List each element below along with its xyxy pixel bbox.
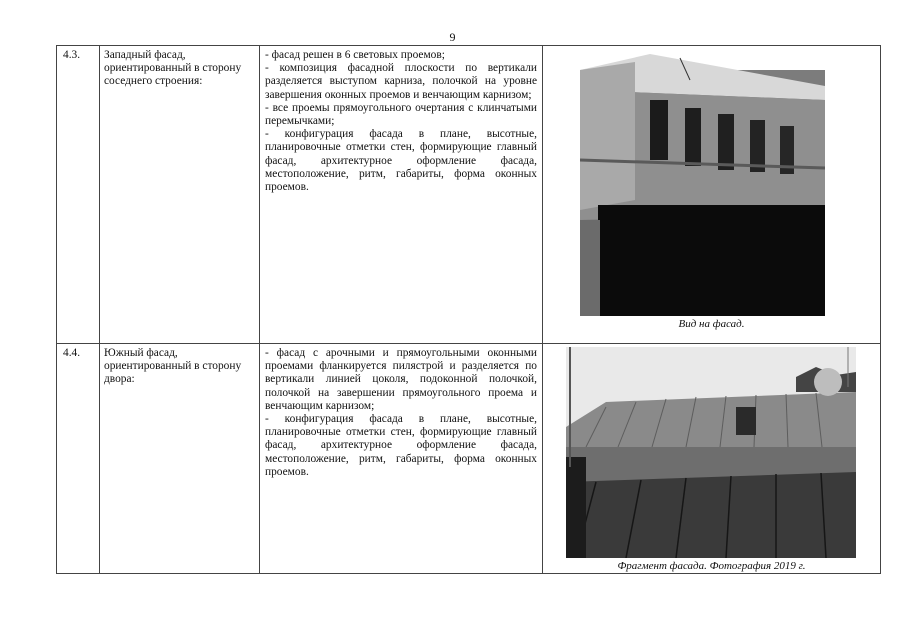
description-item: - фасад решен в 6 световых проемов; — [265, 49, 445, 61]
table-row — [57, 46, 881, 344]
description-item: - конфигурация фасада в плане, высотные, планировочные отметки стен, формирующие главный фасад, архитектурное оформление фасада, местоположение, ритм, габариты, форма оконных проемов. — [265, 413, 537, 478]
facade-description — [260, 344, 543, 574]
facade-table — [56, 45, 881, 574]
row-number: 4.3. — [57, 46, 100, 344]
photo-caption: Вид на фасад. — [678, 318, 745, 330]
west-facade-photo — [580, 50, 825, 316]
facade-name: Западный фасад, ориентированный в сторону соседнего строения: — [100, 46, 260, 344]
description-item: - композиция фасадной плоскости по вертикали разделяется выступом карниза, полочкой на уровне завершения оконных проемов и венчающим карнизом; — [265, 62, 537, 101]
photo-cell — [543, 46, 881, 344]
facade-name: Южный фасад, ориентированный в сторону двора: — [100, 344, 260, 574]
south-facade-photo — [566, 347, 856, 558]
description-item: - конфигурация фасада в плане, высотные, планировочные отметки стен, формирующие главный фасад, архитектурное оформление фасада, местоположение, ритм, габариты, форма оконных проемов. — [265, 128, 537, 194]
photo-caption: Фрагмент фасада. Фотография 2019 г. — [617, 560, 806, 572]
table-row — [57, 344, 881, 574]
description-item: - все проемы прямоугольного очертания с клинчатыми перемычками; — [265, 101, 537, 128]
page-number: 9 — [449, 30, 456, 44]
row-number: 4.4. — [57, 344, 100, 574]
photo-cell — [543, 344, 881, 574]
facade-description — [260, 46, 543, 344]
description-item: - фасад с арочными и прямоугольными оконными проемами фланкируется пилястрой и разделяется по вертикали линией цоколя, подоконной полочкой, полочкой на завершении прямоугольного проема и венчающим карнизом; — [265, 347, 537, 412]
